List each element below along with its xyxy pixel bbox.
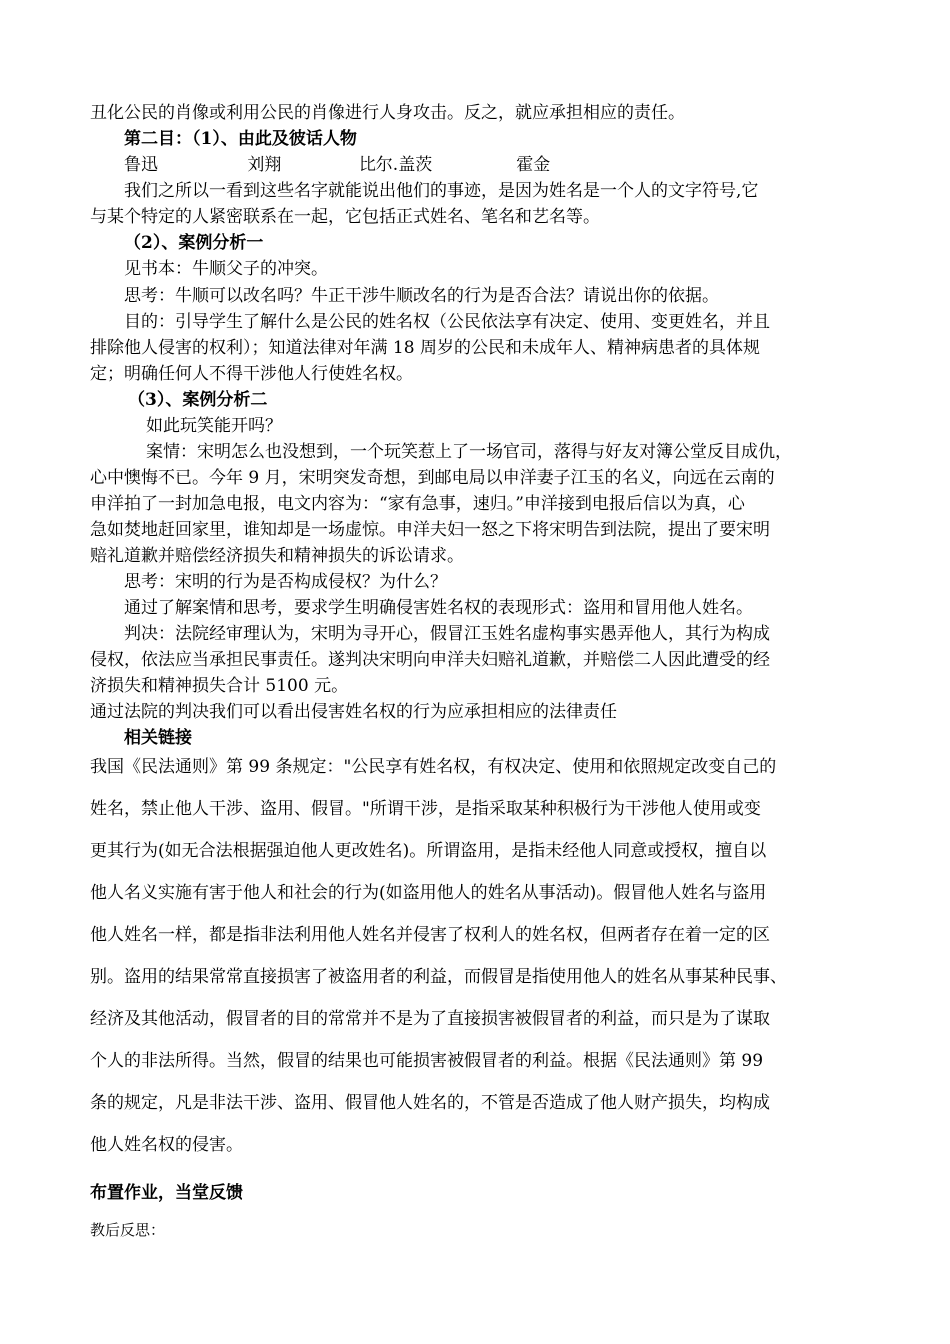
related-links-heading: 相关链接 [124, 728, 192, 748]
paragraph-line: 经济及其他活动，假冒者的目的常常并不是为了直接损害被假冒者的利益，而只是为了谋取 [90, 1009, 770, 1029]
paragraph-line: 见书本：牛顺父子的冲突。 [124, 259, 328, 279]
name-liu-xiang: 刘翔 [247, 155, 282, 175]
paragraph-line: 他人姓名权的侵害。 [90, 1135, 243, 1155]
paragraph-line: 丑化公民的肖像或利用公民的肖像进行人身攻击。反之，就应承担相应的责任。 [90, 103, 685, 123]
paragraph-line: 个人的非法所得。当然，假冒的结果也可能损害被假冒者的利益。根据《民法通则》第 99 [90, 1051, 764, 1071]
name-lu-xun: 鲁迅 [124, 155, 158, 175]
paragraph-line: 济损失和精神损失合计 5100 元。 [90, 676, 349, 696]
paragraph-line: 别。盗用的结果常常直接损害了被盗用者的利益，而假冒是指使用他人的姓名从事某种民事、 [90, 967, 787, 987]
names-row [124, 152, 914, 178]
paragraph-line: 更其行为(如无合法根据强迫他人更改姓名)。所谓盗用，是指未经他人同意或授权，擅自以 [90, 841, 767, 861]
paragraph-line: 案情：宋明怎么也没想到，一个玩笑惹上了一场官司，落得与好友对簿公堂反目成仇， [146, 442, 792, 462]
paragraph-line: 侵权，依法应当承担民事责任。遂判决宋明向申洋夫妇赔礼道歉，并赔偿二人因此遭受的经 [90, 650, 770, 670]
paragraph-line: 姓名，禁止他人干涉、盗用、假冒。"所谓干涉，是指采取某种积极行为干涉他人使用或变 [90, 799, 761, 819]
paragraph-line: 他人姓名一样，都是指非法利用他人姓名并侵害了权利人的姓名权，但两者存在着一定的区 [90, 925, 770, 945]
name-hawking: 霍金 [516, 155, 551, 175]
paragraph-line: 赔礼道歉并赔偿经济损失和精神损失的诉讼请求。 [90, 546, 464, 566]
paragraph-line: 思考：牛顺可以改名吗？牛正干涉牛顺改名的行为是否合法？请说出你的依据。 [124, 286, 719, 306]
paragraph-line: 通过了解案情和思考，要求学生明确侵害姓名权的表现形式：盗用和冒用他人姓名。 [124, 598, 753, 618]
paragraph-line: 定；明确任何人不得干涉他人行使姓名权。 [90, 364, 413, 384]
subsection-heading: （3）、案例分析二 [128, 390, 268, 410]
paragraph-line: 排除他人侵害的权利）；知道法律对年满 18 周岁的公民和未成年人、精神病患者的具体规 [90, 338, 760, 358]
paragraph-line: 思考：宋明的行为是否构成侵权？为什么？ [124, 572, 447, 592]
section-heading: 第二目：（1）、由此及彼话人物 [124, 129, 357, 149]
paragraph-line: 条的规定，凡是非法干涉、盗用、假冒他人姓名的，不管是否造成了他人财产损失，均构成 [90, 1093, 770, 1113]
paragraph-line: 申洋拍了一封加急电报，电文内容为：“家有急事，速归。”申洋接到电报后信以为真，心 [90, 494, 745, 514]
paragraph-line: 与某个特定的人紧密联系在一起，它包括正式姓名、笔名和艺名等。 [90, 207, 600, 227]
reflection-label: 教后反思： [90, 1221, 166, 1239]
paragraph-line: 如此玩笑能开吗？ [146, 416, 282, 436]
paragraph-line: 目的：引导学生了解什么是公民的姓名权（公民依法享有决定、使用、变更姓名，并且 [124, 312, 770, 332]
paragraph-line: 心中懊悔不已。今年 9 月，宋明突发奇想，到邮电局以申洋妻子江玉的名义，向远在云南的 [90, 468, 775, 488]
paragraph-line: 判决：法院经审理认为，宋明为寻开心，假冒江玉姓名虚构事实愚弄他人，其行为构成 [124, 624, 770, 644]
name-bill-gates: 比尔.盖茨 [358, 155, 433, 175]
subsection-heading: （2）、案例分析一 [124, 233, 264, 253]
paragraph-line: 我国《民法通则》第 99 条规定："公民享有姓名权，有权决定、使用和依照规定改变自己的 [90, 757, 777, 777]
paragraph-line: 通过法院的判决我们可以看出侵害姓名权的行为应承担相应的法律责任 [90, 702, 617, 722]
homework-heading: 布置作业，当堂反馈 [90, 1183, 243, 1203]
paragraph-line: 急如焚地赶回家里，谁知却是一场虚惊。申洋夫妇一怒之下将宋明告到法院，提出了要宋明 [90, 520, 770, 540]
paragraph-line: 我们之所以一看到这些名字就能说出他们的事迹，是因为姓名是一个人的文字符号,它 [124, 181, 759, 201]
paragraph-line: 他人名义实施有害于他人和社会的行为(如盗用他人的姓名从事活动)。假冒他人姓名与盗用 [90, 883, 767, 903]
